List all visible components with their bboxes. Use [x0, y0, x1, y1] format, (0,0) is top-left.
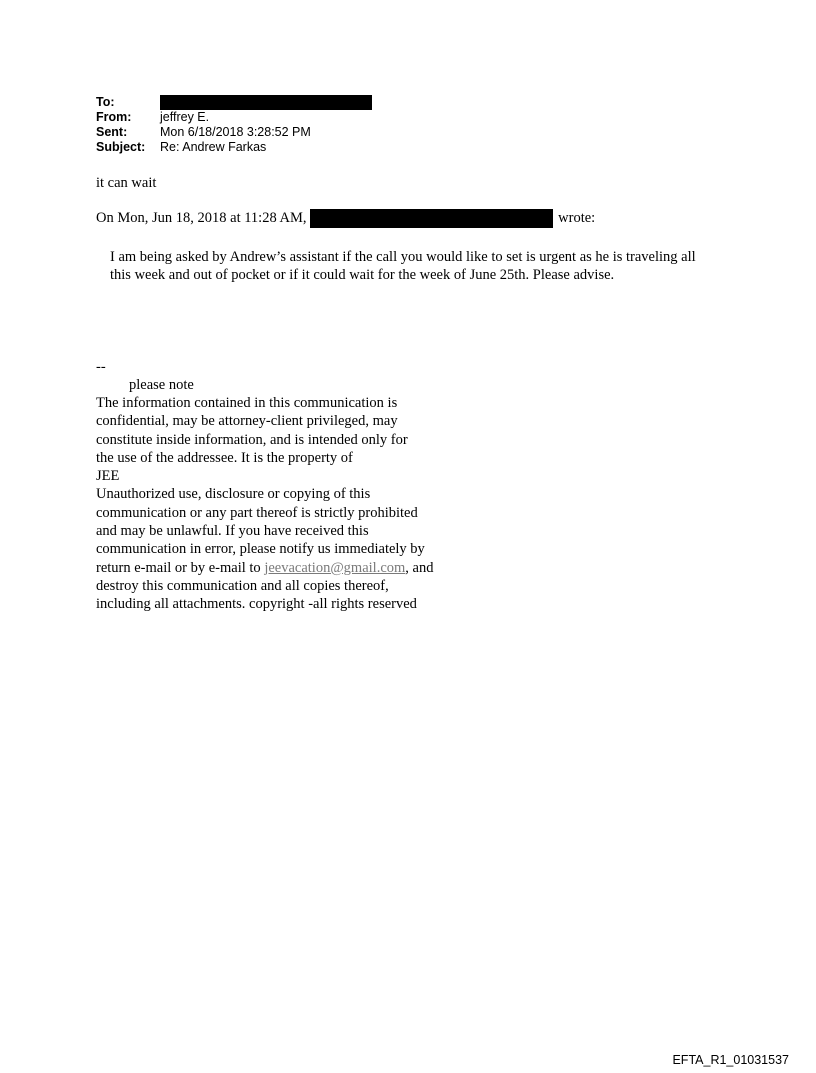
quoted-message: I am being asked by Andrew’s assistant if the call you would like to set is urgent as he is traveling all this week and out of pocket or if it could wait for the week of June 25th. Please advise. — [110, 249, 696, 284]
disclaimer-line: JEE — [96, 468, 120, 485]
signature-disclaimer — [96, 394, 476, 614]
to-row — [96, 95, 372, 110]
disclaimer-line: the use of the addressee. It is the property of — [96, 449, 353, 466]
disclaimer-line: communication or any part thereof is strictly prohibited — [96, 504, 418, 521]
redacted-sender — [310, 209, 553, 228]
email-line-suffix: , and — [405, 559, 434, 576]
attribution-suffix: wrote: — [558, 210, 596, 227]
signature-note: please note — [129, 377, 194, 393]
quote-attribution — [96, 209, 595, 228]
email-header — [96, 95, 372, 155]
disclaimer-line: The information contained in this communication is — [96, 395, 398, 411]
subject-label: Subject: — [96, 140, 146, 154]
attribution-prefix: On Mon, Jun 18, 2018 at 11:28 AM, — [96, 210, 307, 227]
from-label: From: — [96, 110, 132, 124]
disclaimer-line: communication in error, please notify us immediately by — [96, 541, 425, 558]
from-value: jeffrey E. — [160, 110, 210, 124]
subject-value: Re: Andrew Farkas — [160, 140, 267, 154]
redacted-recipient — [160, 95, 372, 110]
to-label: To: — [96, 95, 115, 109]
disclaimer-line: Unauthorized use, disclosure or copying of this — [96, 486, 371, 503]
disclaimer-line: destroy this communication and all copies thereof, — [96, 577, 389, 594]
disclaimer-email-line — [96, 559, 476, 577]
email-link[interactable]: jeevacation@gmail.com — [264, 559, 406, 576]
reply-text: it can wait — [96, 175, 157, 191]
email-line-prefix: return e-mail or by e-mail to — [96, 559, 265, 576]
document-id: EFTA_R1_01031537 — [672, 1053, 789, 1067]
disclaimer-line: and may be unlawful. If you have received this — [96, 523, 369, 540]
signature-separator: -- — [96, 359, 106, 375]
subject-row — [96, 140, 372, 155]
sent-value: Mon 6/18/2018 3:28:52 PM — [160, 125, 311, 139]
from-row — [96, 110, 372, 125]
disclaimer-line: constitute inside information, and is intended only for — [96, 431, 408, 448]
sent-row — [96, 125, 372, 140]
disclaimer-line: including all attachments. copyright -all rights reserved — [96, 596, 417, 613]
disclaimer-line: confidential, may be attorney-client privileged, may — [96, 413, 398, 430]
sent-label: Sent: — [96, 125, 128, 139]
